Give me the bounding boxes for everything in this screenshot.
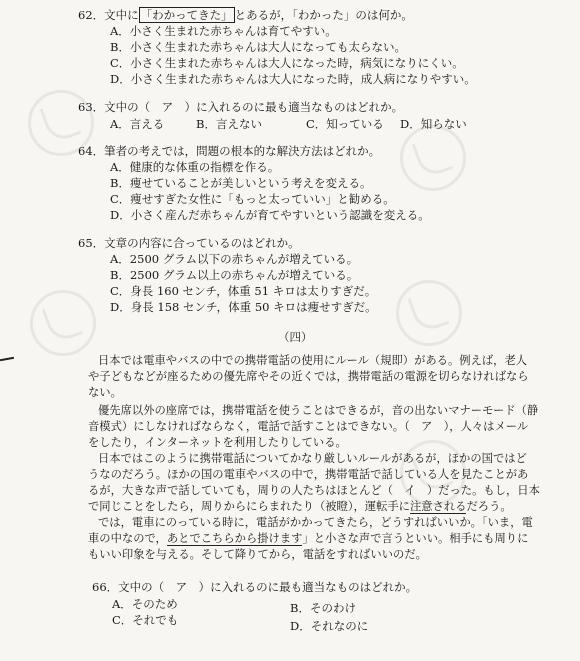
passage-line: ない。 [88,386,122,399]
passage-line: 音模式）にしなければならなく，電話で話すことはできない。（ ア ），人々はメール [88,420,529,433]
passage-line: をしたり，インターネットを利用したりしている。 [88,436,347,449]
underlined-phrase: 注意される [409,500,467,513]
passage-line: もいい印象を与える。そして降りてから，電話をすればいいのだ。 [88,548,427,561]
q66-option-c[interactable]: C．それでも [112,613,179,627]
passage-line: 優先席以外の座席では，携帯電話を使うことはできるが，音の出ないマナーモード（静 [98,404,539,417]
q62-stem: 62．文中に 「わかってきた」 とあるが，「わかった」のは何か。 [78,8,413,22]
q64-option-a[interactable]: A．健康的な体重の指標を作る。 [110,160,280,174]
q63-option-b[interactable]: B．言えない [196,117,262,131]
q65-option-a[interactable]: A．2500 グラム以下の赤ちゃんが増えている。 [110,252,359,266]
q64-stem: 64．筆者の考えでは，問題の根本的な解決方法はどれか。 [78,144,381,158]
q62-option-b[interactable]: B．小さく生まれた赤ちゃんは大人になっても太らない。 [110,40,406,54]
q65-stem: 65．文章の内容に合っているのはどれか。 [78,236,300,250]
q63-option-a[interactable]: A．言える [110,117,165,131]
q66-stem: 66．文中の（ ア ）に入れるのに最も適当なものはどれか。 [92,580,418,594]
watermark-logo [400,125,466,191]
passage-line: で同じことをしたら，周りからにらまれたり（被瞪），運転手に注意されるだろう。 [88,500,512,513]
passage-line: 日本ではこのように携帯電話についてかなり厳しいルールがあるが，ほかの国ではど [98,452,527,465]
passage-line: 車の中なので，あとでこちらから掛けます」と小さな声で言うといい。相手にも周りに [88,532,529,545]
q64-option-c[interactable]: C．痩せすぎた女性に「もっと太っていい」と勧める。 [110,192,395,206]
q65-option-b[interactable]: B．2500 グラム以上の赤ちゃんが増えている。 [110,268,359,282]
q64-option-d[interactable]: D．小さく産んだ赤ちゃんが育てやすいという認識を変える。 [110,208,430,222]
q63-option-c[interactable]: C．知っている [306,117,384,131]
q62-boxed-phrase: 「わかってきた」 [140,8,233,22]
q66-option-a[interactable]: A．そのため [112,597,178,611]
q65-option-d[interactable]: D．身長 158 センチ，体重 50 キロは痩せすぎだ。 [110,300,377,314]
passage-line: 日本では電車やバスの中での携帯電話の使用にルール（規即）がある。例えば，老人 [98,354,528,367]
q65-option-c[interactable]: C．身長 160 センチ，体重 51 キロは太りすぎだ。 [110,284,377,298]
q62-option-d[interactable]: D．小さく生まれた赤ちゃんは大人になった時，成人病になりやすい。 [110,72,476,86]
passage-line: うなのだろう。ほかの国の電車やバスの中で，携帯電話で話している人を見たことがあ [88,468,529,481]
q66-option-b[interactable]: B．そのわけ [290,601,356,615]
q62-option-c[interactable]: C．小さく生まれた赤ちゃんは大人になった時，病気になりにくい。 [110,56,464,70]
q66-option-d[interactable]: D．それなのに [290,619,369,633]
q64-option-b[interactable]: B．痩せていることが美しいという考えを変える。 [110,176,372,190]
passage-line: では，電車にのっている時に，電話がかかってきたら，どうすればいいか。「いま，電 [98,516,533,529]
underlined-phrase: あとでこちらから掛けます [166,532,303,545]
q62-option-a[interactable]: A．小さく生まれた赤ちゃんは育てやすい。 [110,24,337,38]
section-heading: （四） [278,330,313,344]
q63-option-d[interactable]: D．知らない [400,117,467,131]
q63-stem: 63．文中の（ ア ）に入れるのに最も適当なものはどれか。 [78,100,404,114]
watermark-logo [30,290,96,356]
watermark-logo [396,280,462,346]
passage-line: や子どもなどが座るための優先席やその近くでは，携帯電話の電源を切らなければなら [88,370,529,383]
margin-mark [0,357,14,361]
passage-line: るが，大きな声で話していても，周りの人たちはほとんど（ イ ）だった。もし，日本 [88,484,540,497]
